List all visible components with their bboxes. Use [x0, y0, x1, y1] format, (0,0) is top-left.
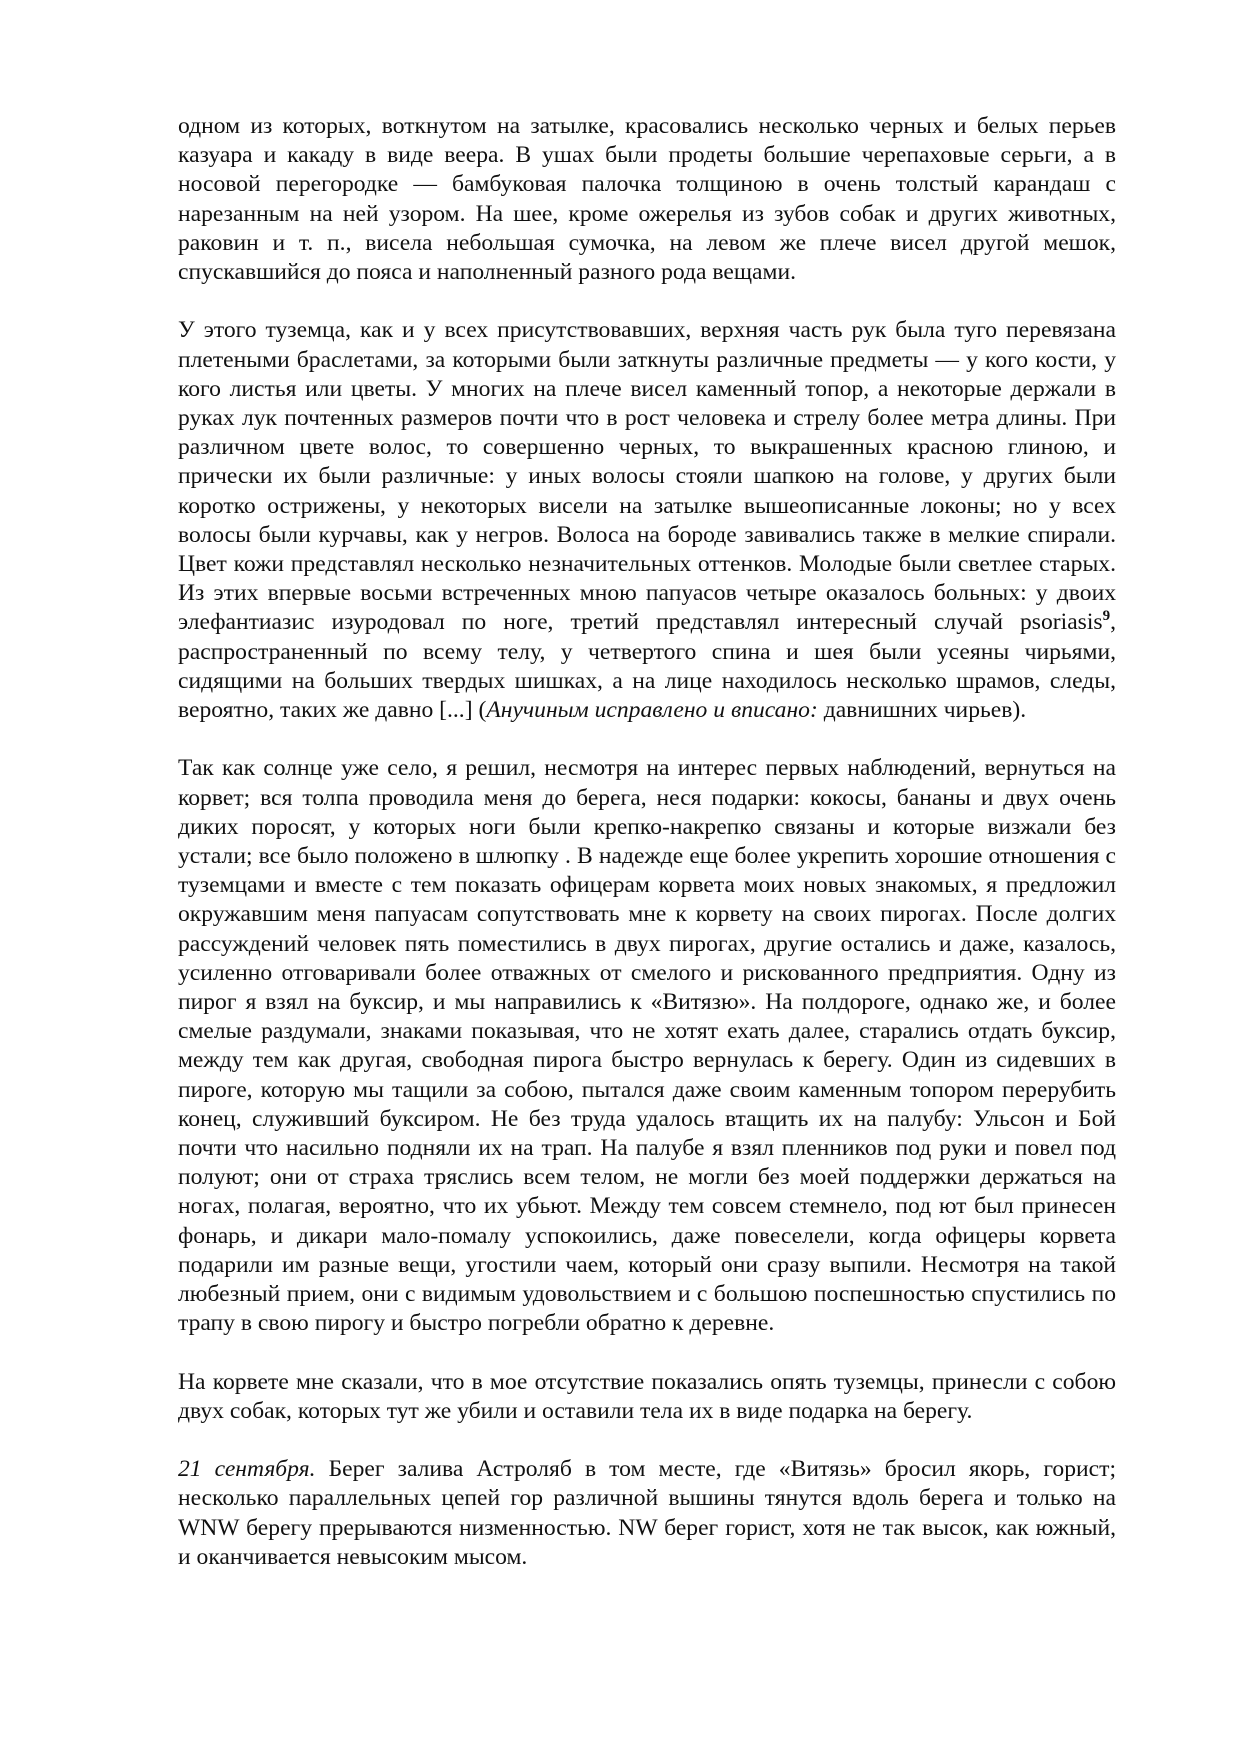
paragraph-natives-appearance [178, 316, 1116, 725]
paragraph-text: , распространенный по всему телу, у четвертого спина и шея были усеяны чирьями, сидящими на больших твердых шишках, а на лице находилось несколько шрамов, следы, вероятно, таких же давно [...] ( [178, 609, 1116, 724]
document-page [178, 112, 1116, 1601]
footnote-marker[interactable]: 9 [1102, 608, 1111, 625]
paragraph-september-21 [178, 1455, 1116, 1572]
diary-date: 21 сентября. [178, 1456, 316, 1483]
paragraph-text: У этого туземца, как и у всех присутствовавших, верхняя часть рук была туго перевязана плетеными браслетами, за которыми были заткнуты различные предметы — у кого кости, у кого листья или цветы. У многих на плече висел каменный топор, а некоторые держали в руках лук почтенных размеров почти что в рост человека и стрелу более метра длины. При различном цвете волос, то совершенно черных, то выкрашенных красною глиною, и прически их были различные: у иных волосы стояли шапкою на голове, у других были коротко острижены, у некоторых висели на затылке вышеописанные локоны; но у всех волосы были курчавы, как у негров. Волоса на бороде завивались также в мелкие спирали. Цвет кожи представлял несколько незначительных оттенков. Молодые были светлее старых. Из этих впервые восьми встреченных мною папуасов четыре оказалось больных: у двоих элефантиазис изуродовал по ноге, третий представлял интересный случай psoriasis [178, 317, 1116, 636]
editorial-note: Анучиным исправлено и вписано: [486, 697, 818, 724]
paragraph-return-to-corvette: Так как солнце уже село, я решил, несмотря на интерес первых наблюдений, вернуться на корвет; вся толпа проводила меня до берега, неся подарки: кокосы, бананы и двух очень диких поросят, у которых ноги были крепко-накрепко связаны и которые визжали без устали; все было положено в шлюпку . В надежде еще более укрепить хорошие отношения с туземцами и вместе с тем показать офицерам корвета моих новых знакомых, я предложил окружавшим меня папуасам сопутствовать мне к корвету на своих пирогах. После долгих рассуждений человек пять поместились в двух пирогах, другие остались и даже, казалось, усиленно отговаривали более отважных от смелого и рискованного предприятия. Одну из пирог я взял на буксир, и мы направились к «Витязю». На полдороге, однако же, и более смелые раздумали, знаками показывая, что не хотят ехать далее, старались отдать буксир, между тем как другая, свободная пирога быстро вернулась к берегу. Один из сидевших в пироге, которую мы тащили за собою, пытался даже своим каменным топором перерубить конец, служивший буксиром. Не без труда удалось втащить их на палубу: Ульсон и Бой почти что насильно подняли их на трап. На палубе я взял пленников под руки и повел под полуют; они от страха тряслись всем телом, не могли без моей поддержки держаться на ногах, полагая, вероятно, что их убьют. Между тем совсем стемнело, под ют был принесен фонарь, и дикари мало-помалу успокоились, даже повеселели, когда офицеры корвета подарили им разные вещи, угостили чаем, который они сразу выпили. Несмотря на такой любезный прием, они с видимым удовольствием и с большою поспешностью спустились по трапу в свою пирогу и быстро погребли обратно к деревне. [178, 755, 1116, 1337]
paragraph-dogs-gift: На корвете мне сказали, что в мое отсутствие показались опять туземцы, принесли с собою двух собак, которых тут же убили и оставили тела их в виде подарка на берегу. [178, 1368, 1116, 1424]
paragraph-feathers-ornaments: одном из которых, воткнутом на затылке, красовались несколько черных и белых перьев казуара и какаду в виде веера. В ушах были продеты большие черепаховые серьги, а в носовой перегородке — бамбуковая палочка толщиною в очень толстый карандаш с нарезанным на ней узором. На шее, кроме ожерелья из зубов собак и других животных, раковин и т. п., висела небольшая сумочка, на левом же плече висел другой мешок, спускавшийся до пояса и наполненный разного рода вещами. [178, 113, 1116, 286]
paragraph-text: Берег залива Астроляб в том месте, где «Витязь» бросил якорь, горист; несколько параллельных цепей гор различной вышины тянутся вдоль берега и только на WNW берегу прерываются низменностью. NW берег горист, хотя не так высок, как южный, и оканчивается невысоким мысом. [178, 1456, 1116, 1570]
paragraph-text: давнишних чирьев). [817, 697, 1027, 724]
